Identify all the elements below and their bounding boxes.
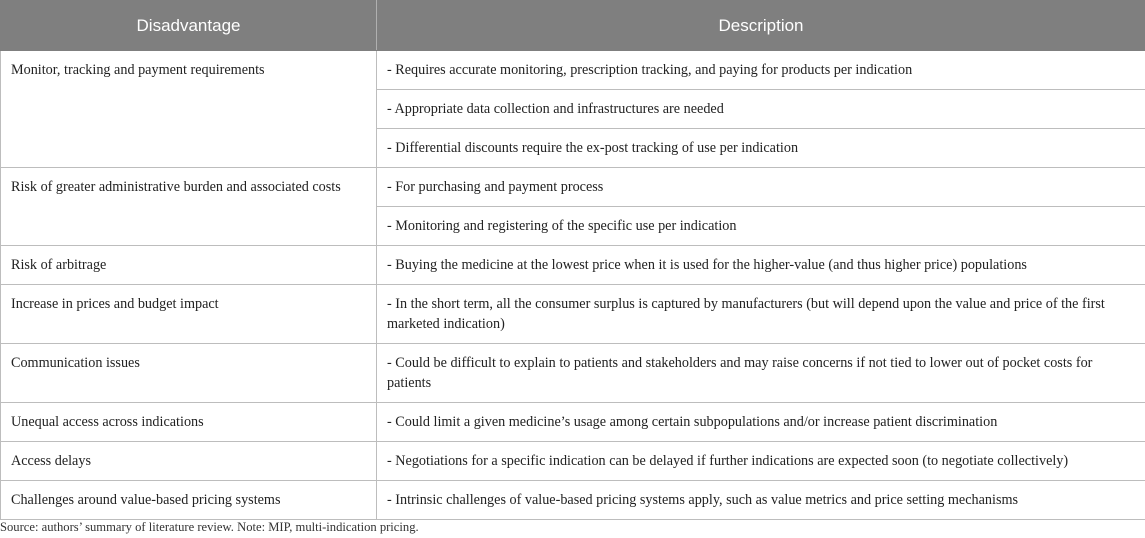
disadvantage-cell: Challenges around value-based pricing systems bbox=[1, 481, 377, 520]
table-row bbox=[1, 51, 1145, 90]
description-cell: - Negotiations for a specific indication can be delayed if further indications are expected soon (to negotiate collectively) bbox=[377, 442, 1145, 481]
description-cell: - For purchasing and payment process bbox=[377, 168, 1145, 207]
description-cell: - Appropriate data collection and infrastructures are needed bbox=[377, 90, 1145, 129]
description-cell: - In the short term, all the consumer surplus is captured by manufacturers (but will depend upon the value and price of the first marketed indication) bbox=[377, 285, 1145, 344]
disadvantage-cell: Unequal access across indications bbox=[1, 403, 377, 442]
table-row bbox=[1, 246, 1145, 285]
header-disadvantage: Disadvantage bbox=[1, 1, 377, 51]
table-row bbox=[1, 403, 1145, 442]
table-row bbox=[1, 344, 1145, 403]
description-cell: - Requires accurate monitoring, prescription tracking, and paying for products per indication bbox=[377, 51, 1145, 90]
header-description: Description bbox=[377, 1, 1145, 51]
description-cell: - Intrinsic challenges of value-based pricing systems apply, such as value metrics and price setting mechanisms bbox=[377, 481, 1145, 520]
disadvantage-cell: Risk of greater administrative burden and associated costs bbox=[1, 168, 377, 246]
header-row bbox=[1, 1, 1145, 51]
table-row bbox=[1, 481, 1145, 520]
disadvantage-cell: Access delays bbox=[1, 442, 377, 481]
disadvantage-cell: Communication issues bbox=[1, 344, 377, 403]
table-row bbox=[1, 442, 1145, 481]
disadvantage-cell: Increase in prices and budget impact bbox=[1, 285, 377, 344]
description-cell: - Differential discounts require the ex-post tracking of use per indication bbox=[377, 129, 1145, 168]
disadvantage-cell: Monitor, tracking and payment requirements bbox=[1, 51, 377, 168]
table-footnote: Source: authors’ summary of literature review. Note: MIP, multi-indication pricing. bbox=[0, 520, 419, 534]
description-cell: - Buying the medicine at the lowest price when it is used for the higher-value (and thus higher price) populations bbox=[377, 246, 1145, 285]
description-cell: - Monitoring and registering of the specific use per indication bbox=[377, 207, 1145, 246]
table-row bbox=[1, 168, 1145, 207]
description-cell: - Could be difficult to explain to patients and stakeholders and may raise concerns if not tied to lower out of pocket costs for patients bbox=[377, 344, 1145, 403]
description-cell: - Could limit a given medicine’s usage among certain subpopulations and/or increase patient discrimination bbox=[377, 403, 1145, 442]
table-row bbox=[1, 285, 1145, 344]
disadvantage-cell: Risk of arbitrage bbox=[1, 246, 377, 285]
